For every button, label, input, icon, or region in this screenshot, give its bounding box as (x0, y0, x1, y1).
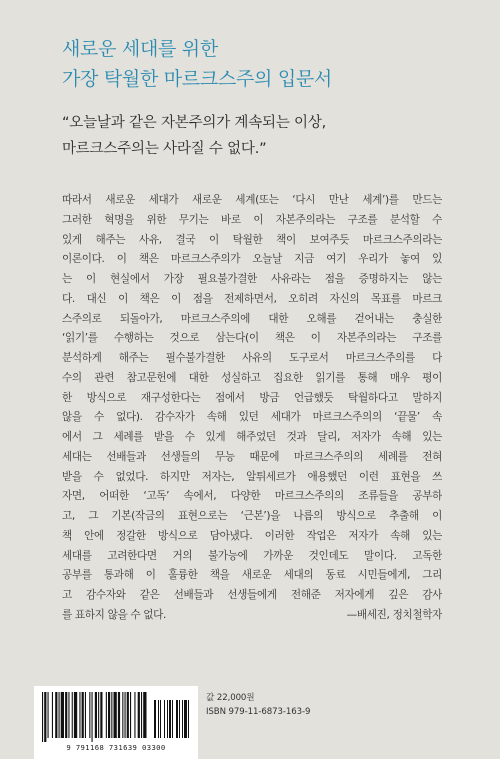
headline-line-2: 가장 탁월한 마르크스주의 입문서 (62, 68, 332, 90)
body-line: 그러한 혁명을 위한 무기는 바로 이 자본주의라는 구조를 분석할 수 (62, 213, 442, 226)
price: 값 22,000원 (206, 693, 255, 703)
barcode-bar (125, 692, 126, 738)
body-line: 이론이다. 이 책은 마르크스주의가 오늘날 지금 여기 우리가 놓여 있 (62, 253, 442, 266)
barcode-bar (44, 692, 46, 742)
barcode-bar (74, 692, 77, 738)
barcode-bar (130, 692, 131, 738)
barcode-addon-bar (179, 700, 180, 738)
body-line: 스주의로 되돌아가, 마르크스주의에 대한 오해를 걷어내는 충실한 (62, 312, 442, 325)
barcode-bar (48, 692, 49, 738)
barcode-bar (114, 692, 117, 738)
body-line: 다. 대신 이 책은 이 점을 전제하면서, 오히려 자신의 목표를 마르크 (62, 292, 442, 305)
barcode-addon-bar (154, 700, 156, 738)
price-info (206, 691, 316, 719)
body-line: 고, 그 기본(작금의 표현으로는 ‘근본’)을 나름의 방식으로 추출해 이 (62, 510, 442, 522)
barcode-bar (52, 692, 53, 738)
barcode-bar (59, 692, 60, 738)
isbn: ISBN 979-11-6873-163-9 (206, 707, 311, 717)
barcode-bar (42, 692, 43, 742)
body-line: 세대는 선배들과 선생들의 무능 때문에 마르크스주의의 세례를 전혀 (62, 450, 442, 463)
barcode-bar (55, 692, 57, 738)
barcode-bar (141, 692, 142, 738)
barcode-addon-bar (158, 700, 159, 738)
body-line: 는 이 현실에서 가장 필요불가결한 사유라는 점을 증명하지는 않는 (62, 273, 442, 285)
barcode-bars (40, 692, 192, 742)
barcode-addon-bar (184, 700, 187, 738)
body-line: 를 표하지 않을 수 없다. (62, 608, 167, 621)
body-line: 따라서 새로운 세대가 새로운 세계(또는 ‘다시 만난 세계’)를 만드는 (62, 194, 442, 206)
barcode-number: 9 791168 731639 03300 (66, 743, 166, 752)
barcode-bar (72, 692, 73, 738)
barcode-bar (82, 692, 84, 738)
barcode-bar (65, 692, 67, 738)
barcode-addon-bar (176, 700, 178, 738)
body-line: 고 감수자와 같은 선배들과 선생들에게 전해준 저자에게 깊은 감사 (62, 589, 442, 601)
signature: —배세진, 정치철학자 (346, 608, 442, 621)
barcode-bar (143, 692, 146, 738)
barcode-bar (95, 692, 97, 738)
barcode-addon-bar (182, 700, 183, 738)
body-line: 책 안에 정갈한 방식으로 담아냈다. 이러한 작업은 저자가 속해 있는 (62, 529, 442, 542)
barcode-addon-bar (167, 700, 168, 738)
body-line: 않을 수 없다). 감수자가 속해 있던 세대가 마르크스주의의 ‘끝물’ 속 (62, 411, 442, 424)
barcode-bar (68, 692, 69, 738)
body-line: 받을 수 없었다. 하지만 저자는, 알튀세르가 애용했던 이런 표현을 쓰 (62, 470, 442, 483)
body-line: 수의 관련 참고문헌에 대한 성실하고 집요한 읽기를 통해 매우 평이 (62, 371, 442, 384)
barcode-addon-bar (172, 700, 173, 738)
barcode-bar (122, 692, 123, 738)
barcode-bar (118, 692, 120, 738)
body-line: 세대를 고려한다면 거의 불가능에 가까운 것인데도 말이다. 고독한 (62, 549, 442, 562)
barcode-bar (85, 692, 86, 738)
body-line: 에서 그 세례를 받을 수 있게 해주었던 것과 달리, 저자가 속해 있는 (62, 431, 442, 443)
barcode-addon-bar (169, 700, 171, 738)
body-line: 한 방식으로 재구성한다는 점에서 방금 언급했듯 탁월하다고 말하지 (62, 391, 442, 404)
body-last-line (62, 606, 442, 626)
barcode-bar (111, 692, 112, 738)
barcode-addon-bar (160, 700, 161, 738)
isbn-barcode (34, 686, 198, 759)
cover-headline (62, 34, 442, 94)
barcode-bar (89, 692, 90, 738)
pull-quote (62, 110, 442, 162)
barcode-addon-bar (164, 700, 165, 738)
headline-line-1: 새로운 세대를 위한 (62, 38, 218, 60)
body-line: 분석하게 해주는 필수불가결한 사유의 도구로서 마르크스주의를 다 (62, 352, 442, 364)
barcode-bar (127, 692, 129, 738)
quote-line-2: 마르크스주의는 사라질 수 없다.” (62, 141, 267, 157)
barcode-bar (98, 692, 99, 738)
barcode-bar (134, 692, 135, 738)
barcode-bar (106, 692, 107, 738)
body-line: 자면, 어떠한 ‘고독’ 속에서, 다양한 마르크스주의의 조류들을 공부하 (62, 490, 442, 503)
recommendation-text (62, 191, 442, 626)
body-line: 있게 해주는 사유, 결국 이 탁월한 책이 보여주듯 마르크스주의라는 (62, 233, 442, 246)
barcode-bar (138, 692, 140, 738)
barcode-addon-bar (188, 700, 189, 738)
body-line: ‘읽기’를 수행하는 것으로 삼는다(이 책은 이 자본주의라는 구조를 (62, 332, 442, 345)
barcode-bar (100, 692, 102, 738)
barcode-bar (61, 692, 64, 738)
body-line: 공부를 통과해 이 훌륭한 책을 새로운 세대의 동료 시민들에게, 그리 (62, 569, 442, 582)
barcode-bar (79, 692, 80, 738)
barcode-bar (108, 692, 110, 738)
barcode-bar (92, 692, 93, 742)
quote-line-1: “오늘날과 같은 자본주의가 계속되는 이상, (62, 115, 327, 131)
